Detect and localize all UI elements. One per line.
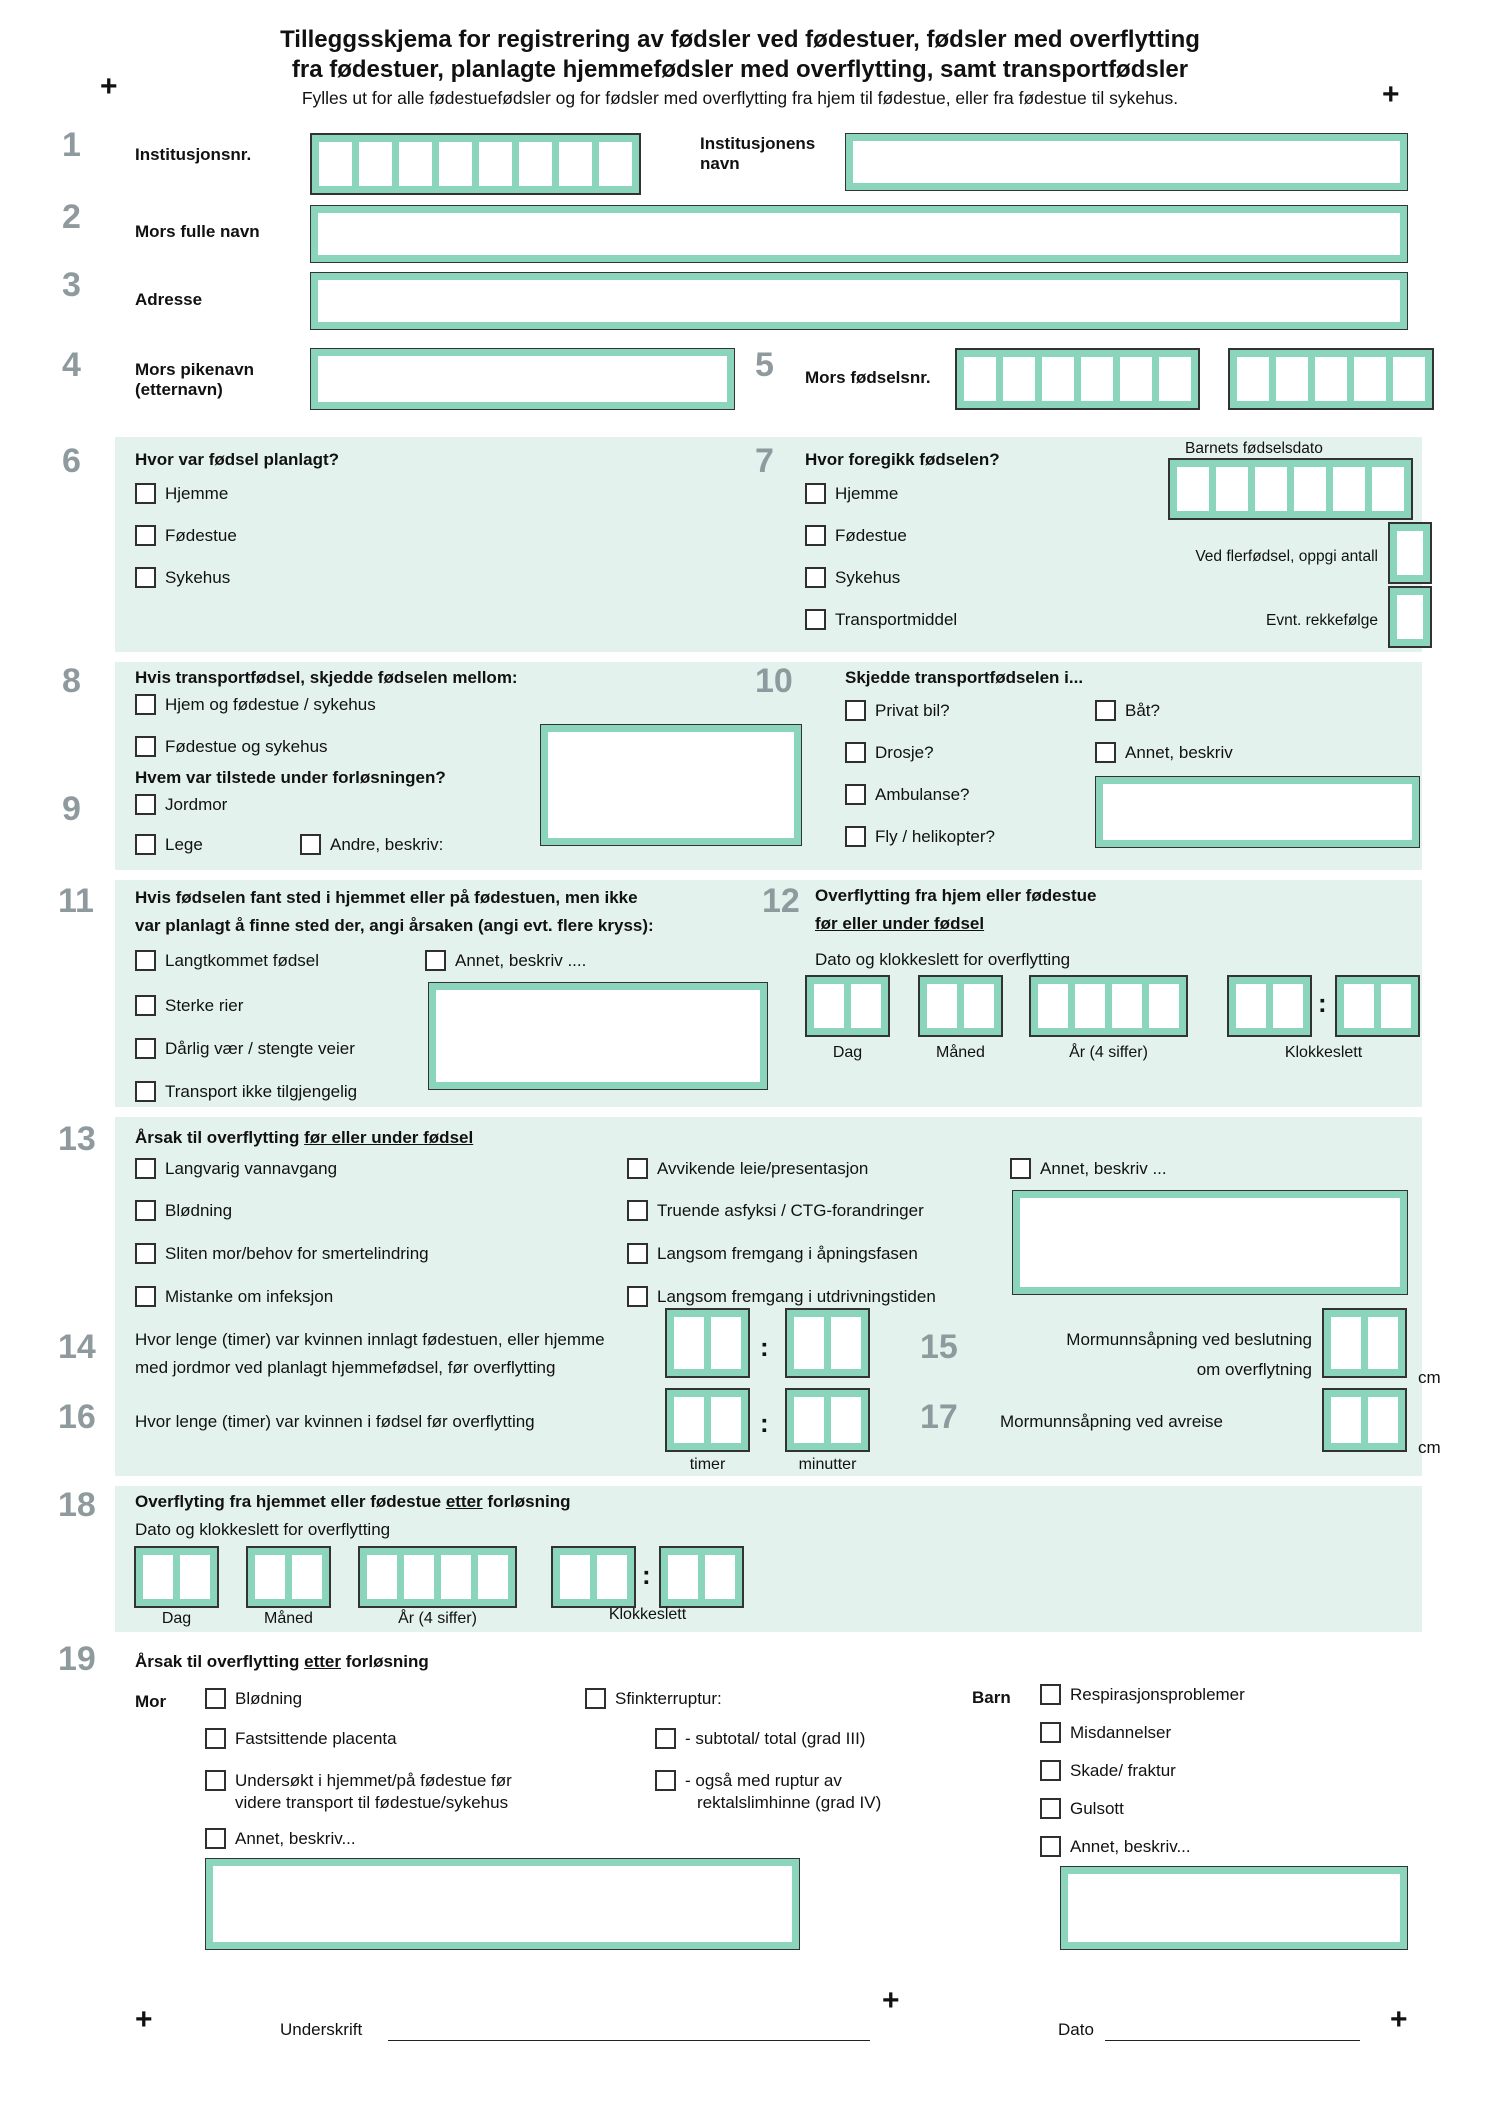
digit-cell[interactable] bbox=[705, 1555, 735, 1599]
digit-cell[interactable] bbox=[1038, 984, 1068, 1028]
s19-barn-skade-fraktur[interactable]: Skade/ fraktur bbox=[1040, 1760, 1176, 1781]
s15-cm-input[interactable] bbox=[1322, 1308, 1407, 1378]
s19-title-underlined: etter bbox=[304, 1652, 341, 1671]
s19-barn-gulsott[interactable]: Gulsott bbox=[1040, 1798, 1124, 1819]
digit-cell[interactable] bbox=[560, 1555, 590, 1599]
s7-option-hjemme[interactable]: Hjemme bbox=[805, 483, 898, 504]
s14-timer-input[interactable] bbox=[665, 1308, 750, 1378]
registration-cross-top-right: + bbox=[1382, 78, 1400, 111]
mors-fodselsnr-person-input[interactable] bbox=[1228, 348, 1434, 410]
section-18-title bbox=[135, 1492, 571, 1512]
digit-cell[interactable] bbox=[1333, 467, 1365, 511]
s19-sfinkter-grad3[interactable]: - subtotal/ total (grad III) bbox=[655, 1728, 865, 1749]
checkbox-icon[interactable] bbox=[135, 1286, 156, 1307]
signature-line[interactable] bbox=[388, 2020, 870, 2041]
form-subtitle: Fylles ut for alle fødestuefødsler og for fødsler med overflytting fra hjem til fødestue, eller fra fødestue til sykehus. bbox=[301, 88, 1179, 108]
section-18-number: 18 bbox=[58, 1486, 96, 1524]
section-14-number: 14 bbox=[58, 1328, 96, 1366]
checkbox-icon[interactable] bbox=[135, 995, 156, 1016]
section-19-title bbox=[135, 1652, 429, 1672]
checkbox-icon[interactable] bbox=[1040, 1798, 1061, 1819]
s19-barn-annet-beskriv[interactable]: Annet, beskriv... bbox=[1040, 1836, 1191, 1857]
checkbox-icon[interactable] bbox=[135, 525, 156, 546]
s13-option-annet-beskriv[interactable]: Annet, beskriv ... bbox=[1010, 1158, 1167, 1179]
digit-cell[interactable] bbox=[1149, 984, 1179, 1028]
s12-year-label: År (4 siffer) bbox=[1069, 1044, 1148, 1061]
s19-mor-fastsittende-placenta[interactable]: Fastsittende placenta bbox=[205, 1728, 397, 1749]
mors-pikenavn-input-inner[interactable] bbox=[318, 356, 727, 402]
s18-title-underlined: etter bbox=[445, 1492, 483, 1511]
s15-unit-label: cm bbox=[1418, 1368, 1441, 1387]
registration-cross-top-left: + bbox=[100, 70, 118, 103]
underskrift-label: Underskrift bbox=[280, 2020, 363, 2039]
checkbox-icon[interactable] bbox=[135, 736, 156, 757]
section-4-number: 4 bbox=[62, 346, 81, 384]
digit-cell[interactable] bbox=[599, 142, 632, 186]
registration-cross-bottom-center: + bbox=[882, 1984, 900, 2017]
s11-option-transport-ikke[interactable]: Transport ikke tilgjengelig bbox=[135, 1081, 357, 1102]
checkbox-icon[interactable] bbox=[805, 525, 826, 546]
mors-fulle-navn-input[interactable] bbox=[310, 205, 1408, 263]
s15-text-line1: Mormunnsåpning ved beslutning bbox=[1066, 1330, 1312, 1349]
section-6-question: Hvor var fødsel planlagt? bbox=[135, 450, 340, 469]
s17-unit-label: cm bbox=[1418, 1438, 1441, 1457]
s19-mor-annet-beskriv[interactable]: Annet, beskriv... bbox=[205, 1828, 356, 1849]
mors-pikenavn-input[interactable] bbox=[310, 348, 735, 410]
digit-cell[interactable] bbox=[1159, 357, 1191, 401]
digit-cell[interactable] bbox=[1081, 357, 1113, 401]
digit-cell[interactable] bbox=[1120, 357, 1152, 401]
s19-barn-respirasjon[interactable]: Respirasjonsproblemer bbox=[1040, 1684, 1245, 1705]
digit-cell[interactable] bbox=[1368, 1317, 1398, 1369]
digit-cell[interactable] bbox=[404, 1555, 434, 1599]
adresse-input[interactable] bbox=[310, 272, 1408, 330]
dato-label: Dato bbox=[1058, 2020, 1094, 2039]
digit-cell[interactable] bbox=[831, 1397, 861, 1443]
digit-cell[interactable] bbox=[831, 1317, 861, 1369]
checkbox-icon[interactable] bbox=[845, 826, 866, 847]
s12-hour-input[interactable] bbox=[1227, 975, 1312, 1037]
digit-cell[interactable] bbox=[1397, 595, 1423, 639]
s8-option-hjem-fodestue[interactable]: Hjem og fødestue / sykehus bbox=[135, 694, 376, 715]
s16-timer-label: timer bbox=[689, 1456, 726, 1473]
s10-option-privat-bil[interactable]: Privat bil? bbox=[845, 700, 950, 721]
s18-title-suffix: forløsning bbox=[482, 1492, 571, 1511]
section-1-number: 1 bbox=[62, 126, 81, 164]
checkbox-icon[interactable] bbox=[845, 700, 866, 721]
digit-cell[interactable] bbox=[711, 1317, 741, 1369]
s13-option-blodning[interactable]: Blødning bbox=[135, 1200, 232, 1221]
s18-year-input[interactable] bbox=[358, 1546, 517, 1608]
section-2-number: 2 bbox=[62, 198, 81, 236]
digit-cell[interactable] bbox=[1315, 357, 1347, 401]
form-title-line1: Tilleggsskjema for registrering av fødsler ved fødestuer, fødsler med overflytting bbox=[280, 26, 1200, 53]
s11-option-darlig-vaer[interactable]: Dårlig vær / stengte veier bbox=[135, 1038, 355, 1059]
digit-cell[interactable] bbox=[1236, 984, 1266, 1028]
s6-option-fodestue[interactable]: Fødestue bbox=[135, 525, 237, 546]
s13-title-underlined: før eller under fødsel bbox=[304, 1128, 474, 1147]
s14-colon: : bbox=[760, 1332, 769, 1362]
s13-title-prefix: Årsak til overflytting bbox=[135, 1128, 305, 1147]
checkbox-icon[interactable] bbox=[1040, 1722, 1061, 1743]
checkbox-icon[interactable] bbox=[845, 742, 866, 763]
digit-cell[interactable] bbox=[597, 1555, 627, 1599]
s8-option-fodestue-sykehus[interactable]: Fødestue og sykehus bbox=[135, 736, 328, 757]
checkbox-icon[interactable] bbox=[627, 1243, 648, 1264]
s10-option-annet-beskriv[interactable]: Annet, beskriv bbox=[1095, 742, 1233, 763]
digit-cell[interactable] bbox=[479, 142, 512, 186]
digit-cell[interactable] bbox=[1368, 1397, 1398, 1443]
s16-minutter-label: minutter bbox=[798, 1456, 857, 1473]
section-7-number: 7 bbox=[755, 442, 774, 480]
flerfodsel-label: Ved flerfødsel, oppgi antall bbox=[1195, 548, 1378, 565]
s19-mor-annet-box[interactable] bbox=[205, 1858, 800, 1950]
mors-fulle-navn-label: Mors fulle navn bbox=[135, 222, 260, 241]
mors-fodselsnr-date-input[interactable] bbox=[955, 348, 1200, 410]
digit-cell[interactable] bbox=[964, 984, 994, 1028]
s19-barn-annet-box-inner[interactable] bbox=[1068, 1874, 1400, 1942]
s19-title-suffix: forløsning bbox=[340, 1652, 429, 1671]
s7-option-fodestue[interactable]: Fødestue bbox=[805, 525, 907, 546]
s18-time-colon: : bbox=[642, 1560, 651, 1590]
digit-cell[interactable] bbox=[441, 1555, 471, 1599]
digit-cell[interactable] bbox=[1372, 467, 1404, 511]
s7-option-sykehus[interactable]: Sykehus bbox=[805, 567, 900, 588]
checkbox-icon[interactable] bbox=[135, 950, 156, 971]
section-19-number: 19 bbox=[58, 1640, 96, 1678]
s13-option-truende-asfyksi[interactable]: Truende asfyksi / CTG-forandringer bbox=[627, 1200, 924, 1221]
checkbox-icon[interactable] bbox=[845, 784, 866, 805]
s13-option-sliten-mor[interactable]: Sliten mor/behov for smertelindring bbox=[135, 1243, 429, 1264]
section-10-question: Skjedde transportfødselen i... bbox=[845, 668, 1084, 687]
s15-text-line2: om overflytning bbox=[1196, 1360, 1312, 1379]
s18-day-label: Dag bbox=[161, 1610, 192, 1627]
checkbox-icon[interactable] bbox=[1095, 700, 1116, 721]
digit-cell[interactable] bbox=[794, 1397, 824, 1443]
checkbox-icon[interactable] bbox=[1040, 1760, 1061, 1781]
checkbox-icon[interactable] bbox=[425, 950, 446, 971]
checkbox-icon[interactable] bbox=[135, 1081, 156, 1102]
s10-option-bat[interactable]: Båt? bbox=[1095, 700, 1160, 721]
institusjonens-navn-input-inner[interactable] bbox=[853, 141, 1400, 183]
institusjonens-navn-label: Institusjonens navn bbox=[700, 134, 816, 173]
s16-timer-input[interactable] bbox=[665, 1388, 750, 1452]
s10-option-fly-helikopter[interactable]: Fly / helikopter? bbox=[845, 826, 995, 847]
checkbox-icon[interactable] bbox=[135, 834, 156, 855]
section-16-number: 16 bbox=[58, 1398, 96, 1436]
s18-month-input[interactable] bbox=[246, 1546, 331, 1608]
s11-option-langtkommet[interactable]: Langtkommet fødsel bbox=[135, 950, 319, 971]
section-8-question: Hvis transportfødsel, skjedde fødselen mellom: bbox=[135, 668, 518, 687]
s13-option-avvikende-leie[interactable]: Avvikende leie/presentasjon bbox=[627, 1158, 868, 1179]
checkbox-icon[interactable] bbox=[135, 1038, 156, 1059]
checkbox-icon[interactable] bbox=[1040, 1684, 1061, 1705]
digit-cell[interactable] bbox=[1216, 467, 1248, 511]
checkbox-icon[interactable] bbox=[655, 1728, 676, 1749]
digit-cell[interactable] bbox=[1237, 357, 1269, 401]
s16-colon: : bbox=[760, 1408, 769, 1438]
s12-time-colon: : bbox=[1318, 988, 1327, 1018]
s13-option-langsom-utdrivning[interactable]: Langsom fremgang i utdrivningstiden bbox=[627, 1286, 936, 1307]
s16-minutter-input[interactable] bbox=[785, 1388, 870, 1452]
s19-sfinkter-grad4-line2: rektalslimhinne (grad IV) bbox=[697, 1793, 882, 1813]
s10-option-ambulanse[interactable]: Ambulanse? bbox=[845, 784, 970, 805]
s19-mor-blodning[interactable]: Blødning bbox=[205, 1688, 302, 1709]
s9-option-lege[interactable]: Lege bbox=[135, 834, 203, 855]
s12-time-label: Klokkeslett bbox=[1284, 1044, 1363, 1061]
digit-cell[interactable] bbox=[1397, 531, 1423, 575]
checkbox-icon[interactable] bbox=[135, 794, 156, 815]
digit-cell[interactable] bbox=[1075, 984, 1105, 1028]
institusjonsnr-input[interactable] bbox=[310, 133, 641, 195]
s19-barn-misdannelser[interactable]: Misdannelser bbox=[1040, 1722, 1171, 1743]
section-6-number: 6 bbox=[62, 442, 81, 480]
barnets-fodselsdato-label: Barnets fødselsdato bbox=[1185, 440, 1323, 457]
checkbox-icon[interactable] bbox=[805, 609, 826, 630]
checkbox-icon[interactable] bbox=[1010, 1158, 1031, 1179]
s19-mor-annet-box-inner[interactable] bbox=[213, 1866, 792, 1942]
s6-option-hjemme[interactable]: Hjemme bbox=[135, 483, 228, 504]
mors-pikenavn-label: Mors pikenavn (etternavn) bbox=[135, 360, 255, 399]
section-9-number: 9 bbox=[62, 790, 81, 828]
s14-text-line2: med jordmor ved planlagt hjemmefødsel, før overflytting bbox=[135, 1358, 556, 1377]
checkbox-icon[interactable] bbox=[1040, 1836, 1061, 1857]
section-12-title-line1: Overflytting fra hjem eller fødestue bbox=[815, 886, 1097, 905]
adresse-label: Adresse bbox=[135, 290, 203, 309]
checkbox-icon[interactable] bbox=[135, 1243, 156, 1264]
digit-cell[interactable] bbox=[1354, 357, 1386, 401]
mors-fodselsnr-label: Mors fødselsnr. bbox=[805, 368, 931, 387]
s19-mor-label: Mor bbox=[135, 1692, 167, 1711]
digit-cell[interactable] bbox=[1331, 1317, 1361, 1369]
s18-month-label: Måned bbox=[264, 1610, 313, 1627]
checkbox-icon[interactable] bbox=[627, 1286, 648, 1307]
s6-option-sykehus[interactable]: Sykehus bbox=[135, 567, 230, 588]
digit-cell[interactable] bbox=[399, 142, 432, 186]
section-3-number: 3 bbox=[62, 266, 81, 304]
s13-annet-beskriv-box[interactable] bbox=[1012, 1190, 1408, 1295]
section-17-number: 17 bbox=[920, 1398, 958, 1436]
registration-cross-bottom-right: + bbox=[1390, 2003, 1408, 2036]
digit-cell[interactable] bbox=[1331, 1397, 1361, 1443]
section-15-number: 15 bbox=[920, 1328, 958, 1366]
digit-cell[interactable] bbox=[367, 1555, 397, 1599]
section-12-title-line2: før eller under fødsel bbox=[815, 914, 985, 933]
s17-cm-input[interactable] bbox=[1322, 1388, 1407, 1452]
digit-cell[interactable] bbox=[478, 1555, 508, 1599]
checkbox-icon[interactable] bbox=[585, 1688, 606, 1709]
checkbox-icon[interactable] bbox=[135, 694, 156, 715]
institusjonens-navn-input[interactable] bbox=[845, 133, 1408, 191]
checkbox-icon[interactable] bbox=[300, 834, 321, 855]
s13-option-infeksjon[interactable]: Mistanke om infeksjon bbox=[135, 1286, 333, 1307]
s18-time-label: Klokkeslett bbox=[608, 1606, 687, 1623]
date-line[interactable] bbox=[1105, 2020, 1360, 2041]
s9-andre-beskriv-box[interactable] bbox=[540, 724, 802, 846]
s14-minutter-input[interactable] bbox=[785, 1308, 870, 1378]
s12-day-input[interactable] bbox=[805, 975, 890, 1037]
digit-cell[interactable] bbox=[927, 984, 957, 1028]
digit-cell[interactable] bbox=[711, 1397, 741, 1443]
digit-cell[interactable] bbox=[1276, 357, 1308, 401]
s19-sfinkter-grad4[interactable] bbox=[655, 1770, 881, 1814]
flerfodsel-antall-input[interactable] bbox=[1388, 522, 1432, 584]
digit-cell[interactable] bbox=[439, 142, 472, 186]
digit-cell[interactable] bbox=[359, 142, 392, 186]
s13-option-vannavgang[interactable]: Langvarig vannavgang bbox=[135, 1158, 337, 1179]
digit-cell[interactable] bbox=[964, 357, 996, 401]
checkbox-icon[interactable] bbox=[627, 1158, 648, 1179]
rekkefolge-label: Evnt. rekkefølge bbox=[1266, 612, 1378, 629]
checkbox-icon[interactable] bbox=[805, 567, 826, 588]
adresse-input-inner[interactable] bbox=[318, 280, 1400, 322]
checkbox-icon[interactable] bbox=[205, 1828, 226, 1849]
digit-cell[interactable] bbox=[255, 1555, 285, 1599]
s18-hour-input[interactable] bbox=[551, 1546, 636, 1608]
section-10-number: 10 bbox=[755, 662, 793, 700]
s19-mor-undersokt-line2: videre transport til fødestue/sykehus bbox=[235, 1793, 509, 1813]
digit-cell[interactable] bbox=[180, 1555, 210, 1599]
section-8-number: 8 bbox=[62, 662, 81, 700]
digit-cell[interactable] bbox=[1112, 984, 1142, 1028]
digit-cell[interactable] bbox=[519, 142, 552, 186]
s17-text: Mormunnsåpning ved avreise bbox=[1000, 1412, 1224, 1431]
section-7-question: Hvor foregikk fødselen? bbox=[805, 450, 1000, 469]
rekkefolge-input[interactable] bbox=[1388, 586, 1432, 648]
s19-mor-undersokt[interactable] bbox=[205, 1770, 512, 1814]
section-13-number: 13 bbox=[58, 1120, 96, 1158]
section-1-label: Institusjonsnr. bbox=[135, 145, 252, 164]
checkbox-icon[interactable] bbox=[627, 1200, 648, 1221]
checkbox-icon[interactable] bbox=[135, 567, 156, 588]
s13-annet-beskriv-box-inner[interactable] bbox=[1020, 1198, 1400, 1287]
section-11-number: 11 bbox=[58, 882, 94, 920]
checkbox-icon[interactable] bbox=[205, 1770, 226, 1791]
s10-annet-beskriv-box[interactable] bbox=[1095, 776, 1420, 848]
digit-cell[interactable] bbox=[143, 1555, 173, 1599]
s19-title-prefix: Årsak til overflytting bbox=[135, 1652, 305, 1671]
digit-cell[interactable] bbox=[674, 1317, 704, 1369]
digit-cell[interactable] bbox=[319, 142, 352, 186]
s19-barn-label: Barn bbox=[972, 1688, 1011, 1707]
s14-text-line1: Hvor lenge (timer) var kvinnen innlagt fødestuen, eller hjemme bbox=[135, 1330, 605, 1349]
s18-day-input[interactable] bbox=[134, 1546, 219, 1608]
digit-cell[interactable] bbox=[1042, 357, 1074, 401]
registration-cross-bottom-left: + bbox=[135, 2003, 153, 2036]
section-11-question-line2: var planlagt å finne sted der, angi årsaken (angi evt. flere kryss): bbox=[135, 916, 654, 935]
digit-cell[interactable] bbox=[1177, 467, 1209, 511]
s19-sfinkter-grad4-line1: - også med ruptur av bbox=[685, 1771, 842, 1790]
s18-date-label: Dato og klokkeslett for overflytting bbox=[135, 1520, 391, 1539]
s10-option-drosje[interactable]: Drosje? bbox=[845, 742, 934, 763]
s11-option-sterke-rier[interactable]: Sterke rier bbox=[135, 995, 243, 1016]
s12-year-input[interactable] bbox=[1029, 975, 1188, 1037]
s9-andre-beskriv-box-inner[interactable] bbox=[548, 732, 794, 838]
digit-cell[interactable] bbox=[1381, 984, 1411, 1028]
checkbox-icon[interactable] bbox=[135, 1158, 156, 1179]
s9-option-andre-beskriv[interactable]: Andre, beskriv: bbox=[300, 834, 443, 855]
checkbox-icon[interactable] bbox=[655, 1770, 676, 1791]
digit-cell[interactable] bbox=[559, 142, 592, 186]
s16-text: Hvor lenge (timer) var kvinnen i fødsel før overflytting bbox=[135, 1412, 535, 1431]
s12-month-label: Måned bbox=[936, 1044, 985, 1061]
digit-cell[interactable] bbox=[292, 1555, 322, 1599]
s18-year-label: År (4 siffer) bbox=[398, 1610, 477, 1627]
section-5-number: 5 bbox=[755, 346, 774, 384]
checkbox-icon[interactable] bbox=[205, 1728, 226, 1749]
s12-day-label: Dag bbox=[832, 1044, 863, 1061]
checkbox-icon[interactable] bbox=[1095, 742, 1116, 763]
digit-cell[interactable] bbox=[1294, 467, 1326, 511]
s18-title-prefix: Overflyting fra hjemmet eller fødestue bbox=[135, 1492, 446, 1511]
mors-fulle-navn-input-inner[interactable] bbox=[318, 213, 1400, 255]
checkbox-icon[interactable] bbox=[805, 483, 826, 504]
section-13-title bbox=[135, 1128, 473, 1148]
checkbox-icon[interactable] bbox=[135, 483, 156, 504]
digit-cell[interactable] bbox=[668, 1555, 698, 1599]
s9-option-jordmor[interactable]: Jordmor bbox=[135, 794, 227, 815]
s19-mor-undersokt-line1: Undersøkt i hjemmet/på fødestue før bbox=[235, 1771, 512, 1790]
s11-annet-beskriv-box-inner[interactable] bbox=[436, 990, 760, 1082]
digit-cell[interactable] bbox=[1393, 357, 1425, 401]
s12-month-input[interactable] bbox=[918, 975, 1003, 1037]
digit-cell[interactable] bbox=[851, 984, 881, 1028]
s18-minute-input[interactable] bbox=[659, 1546, 744, 1608]
barnets-fodselsdato-input[interactable] bbox=[1168, 458, 1413, 520]
section-11-question-line1: Hvis fødselen fant sted i hjemmet eller på fødestuen, men ikke bbox=[135, 888, 638, 907]
s13-option-langsom-apningsfasen[interactable]: Langsom fremgang i åpningsfasen bbox=[627, 1243, 918, 1264]
digit-cell[interactable] bbox=[674, 1397, 704, 1443]
digit-cell[interactable] bbox=[1255, 467, 1287, 511]
digit-cell[interactable] bbox=[814, 984, 844, 1028]
s12-minute-input[interactable] bbox=[1335, 975, 1420, 1037]
section-12-number: 12 bbox=[762, 882, 800, 920]
form-title-line2: fra fødestuer, planlagte hjemmefødsler med overflytting, samt transportfødsler bbox=[291, 56, 1189, 83]
checkbox-icon[interactable] bbox=[205, 1688, 226, 1709]
s10-annet-beskriv-box-inner[interactable] bbox=[1103, 784, 1412, 840]
digit-cell[interactable] bbox=[1003, 357, 1035, 401]
s11-option-annet-beskriv[interactable]: Annet, beskriv .... bbox=[425, 950, 586, 971]
s8-present-question: Hvem var tilstede under forløsningen? bbox=[135, 768, 446, 787]
digit-cell[interactable] bbox=[1273, 984, 1303, 1028]
digit-cell[interactable] bbox=[1344, 984, 1374, 1028]
s12-date-label: Dato og klokkeslett for overflytting bbox=[815, 950, 1071, 969]
s7-option-transportmiddel[interactable]: Transportmiddel bbox=[805, 609, 957, 630]
s11-annet-beskriv-box[interactable] bbox=[428, 982, 768, 1090]
s19-sfinkterruptur[interactable]: Sfinkterruptur: bbox=[585, 1688, 722, 1709]
digit-cell[interactable] bbox=[794, 1317, 824, 1369]
s19-barn-annet-box[interactable] bbox=[1060, 1866, 1408, 1950]
checkbox-icon[interactable] bbox=[135, 1200, 156, 1221]
